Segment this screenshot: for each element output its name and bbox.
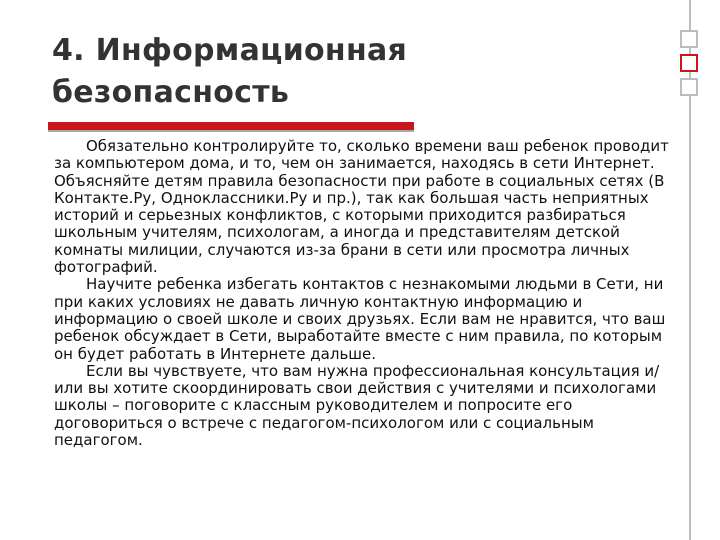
paragraph-strangers: Научите ребенка избегать контактов с незнакомыми людьми в Сети, ни при каких условиях не давать личную контактную информацию и информацию о своей школе и своих друзьях. Если вам не нравится, что ваш ребенок обсуждает в Сети, выработайте вместе с ним правила, по которым он будет работать в Интернете дальше. [54,275,666,363]
slide-title [52,30,652,114]
slide-body-text [54,138,674,449]
square-icon [680,30,698,48]
square-icon [680,54,698,72]
paragraph-supervision: Обязательно контролируйте то, сколько времени ваш ребенок проводит за компьютером дома, и то, чем он занимается, находясь в сети Интернет. Объясняйте детям правила безопасности при работе в социальных сетях (В Контакте.Ру, Одноклассники.Ру и пр.), так как большая часть неприятных историй и серьезных конфликтов, с которыми приходится разбираться школьным учителям, психологам, а иногда и представителям детской комнаты милиции, случаются из-за брани в сети или просмотра личных фотографий. [54,137,669,277]
paragraph-consultation: Если вы чувствуете, что вам нужна профессиональная консультация и/или вы хотите скоординировать свои действия с учителями и психологами школы – поговорите с классным руководителем и попросите его договориться о встрече с педагогом-психологом или с социальным педагогом. [54,361,660,450]
square-icon [680,78,698,96]
decorative-squares [680,30,698,130]
title-underline-red [48,122,414,130]
title-underline [48,122,414,130]
slide-title-line-1: 4. Информационная [52,33,408,68]
slide-title-line-2: безопасность [52,75,290,110]
title-underline-shadow [48,130,414,132]
